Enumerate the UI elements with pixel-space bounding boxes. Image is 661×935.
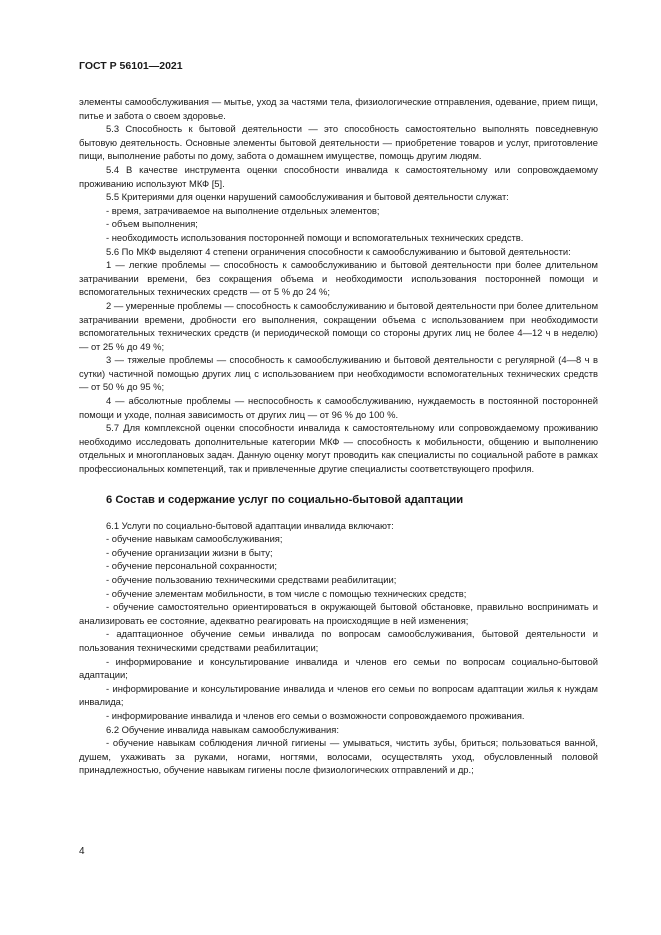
paragraph: - информирование инвалида и членов его семьи о возможности сопровождаемого проживания. — [106, 709, 525, 721]
paragraph: - информирование и консультирование инвалида и членов его семьи по вопросам адаптации жилья к нуждам инвалида; — [79, 682, 598, 708]
paragraph: - обучение пользованию техническими средствами реабилитации; — [106, 574, 397, 585]
paragraph: - обучение навыкам самообслуживания; — [106, 533, 283, 545]
paragraph: - обучение элементам мобильности, в том числе с помощью технических средств; — [106, 587, 467, 599]
paragraph: - адаптационное обучение семьи инвалида по вопросам самообслуживания, бытовой деятельности и пользования техническими средствами реабилитации; — [79, 628, 598, 653]
paragraph: - информирование и консультирование инвалида и членов его семьи по вопросам социально-бытовой адаптации; — [79, 655, 598, 681]
section-heading: 6 Состав и содержание услуг по социально-бытовой адаптации — [106, 493, 464, 506]
paragraph: - обучение навыкам соблюдения личной гигиены — умываться, чистить зубы, бриться; пользоваться ванной, душем, ухаживать за руками, ногами, ногтями, волосами, осуществлять уход, обусловленный половой принадлежностью, обучение навыкам гигиены после физиологических отправлений и др.; — [79, 737, 598, 776]
page-number: 4 — [79, 846, 85, 857]
paragraph: 3 — тяжелые проблемы — способность к самообслуживанию и бытовой деятельности с регулярной (4—8 ч в сутки) частичной помощью других лиц с использованием при необходимости вспомогательных технических средств — от 50 % до 95 %; — [79, 354, 598, 393]
paragraph: - объем выполнения; — [106, 218, 198, 230]
paragraph: - обучение самостоятельно ориентироваться в окружающей бытовой обстановке, правильно воспринимать и анализировать ее состояние, адекватно реагировать на происходящие в ней изменения; — [79, 601, 598, 626]
paragraph: 5.5 Критериями для оценки нарушений самообслуживания и бытовой деятельности служат: — [106, 191, 509, 203]
paragraph: 4 — абсолютные проблемы — неспособность к самообслуживанию, нуждаемость в постоянной посторонней помощи и уходе, полная зависимость от других лиц — от 96 % до 100 %. — [79, 395, 598, 420]
paragraph: 5.7 Для комплексной оценки способности инвалида к самостоятельному или сопровождаемому проживанию необходимо исследовать дополнительные категории МКФ — способность к мобильности, общению и выполнению отдельных и многоплановых задач. Данную оценку могут проводить как специалисты по социальной работе в рамках профессиональных компетенций, так и привлеченные другие специалисты соответствующего профиля. — [79, 422, 598, 475]
paragraph: 5.6 По МКФ выделяют 4 степени ограничения способности к самообслуживанию и бытовой деятельности: — [106, 245, 571, 257]
paragraph: - обучение персональной сохранности; — [106, 560, 278, 572]
paragraph: 1 — легкие проблемы — способность к самообслуживанию и бытовой деятельности при более длительном затрачивании времени, без сокращения объема и необходимости использования посторонней помощи и вспомогательных технических средств — от 5 % до 24 %; — [79, 259, 598, 298]
paragraph: - необходимость использования посторонней помощи и вспомогательных технических средств. — [106, 231, 524, 243]
paragraph: 5.4 В качестве инструмента оценки способности инвалида к самостоятельному или сопровождаемому проживанию используют МКФ [5]. — [79, 163, 598, 189]
paragraph: - время, затрачиваемое на выполнение отдельных элементов; — [106, 204, 380, 216]
document-header: ГОСТ Р 56101—2021 — [79, 60, 183, 72]
document-body — [79, 95, 598, 777]
paragraph: 2 — умеренные проблемы — способность к самообслуживанию и бытовой деятельности при более длительном затрачивании времени, дробности его выполнения, сокращении объема с использованием при необходимости вспомогательных технических средств (и периодической помощи со стороны других лиц не более 4—12 ч в неделю) — от 25 % до 49 %; — [79, 299, 599, 352]
paragraph: 6.1 Услуги по социально-бытовой адаптации инвалида включают: — [106, 519, 394, 531]
paragraph: 6.2 Обучение инвалида навыкам самообслуживания: — [106, 723, 339, 735]
paragraph: 5.3 Способность к бытовой деятельности — это способность самостоятельно выполнять повседневную бытовую деятельность. Основные элементы бытовой деятельности — приобретение товаров и услуг, приготовление пищи, выполнение работы по дому, забота о домашнем имуществе, помощь другим людям. — [79, 123, 598, 162]
paragraph: - обучение организации жизни в быту; — [106, 546, 273, 558]
paragraph: элементы самообслуживания — мытье, уход за частями тела, физиологические отправления, одевание, прием пищи, питье и забота о своем здоровье. — [79, 96, 598, 121]
